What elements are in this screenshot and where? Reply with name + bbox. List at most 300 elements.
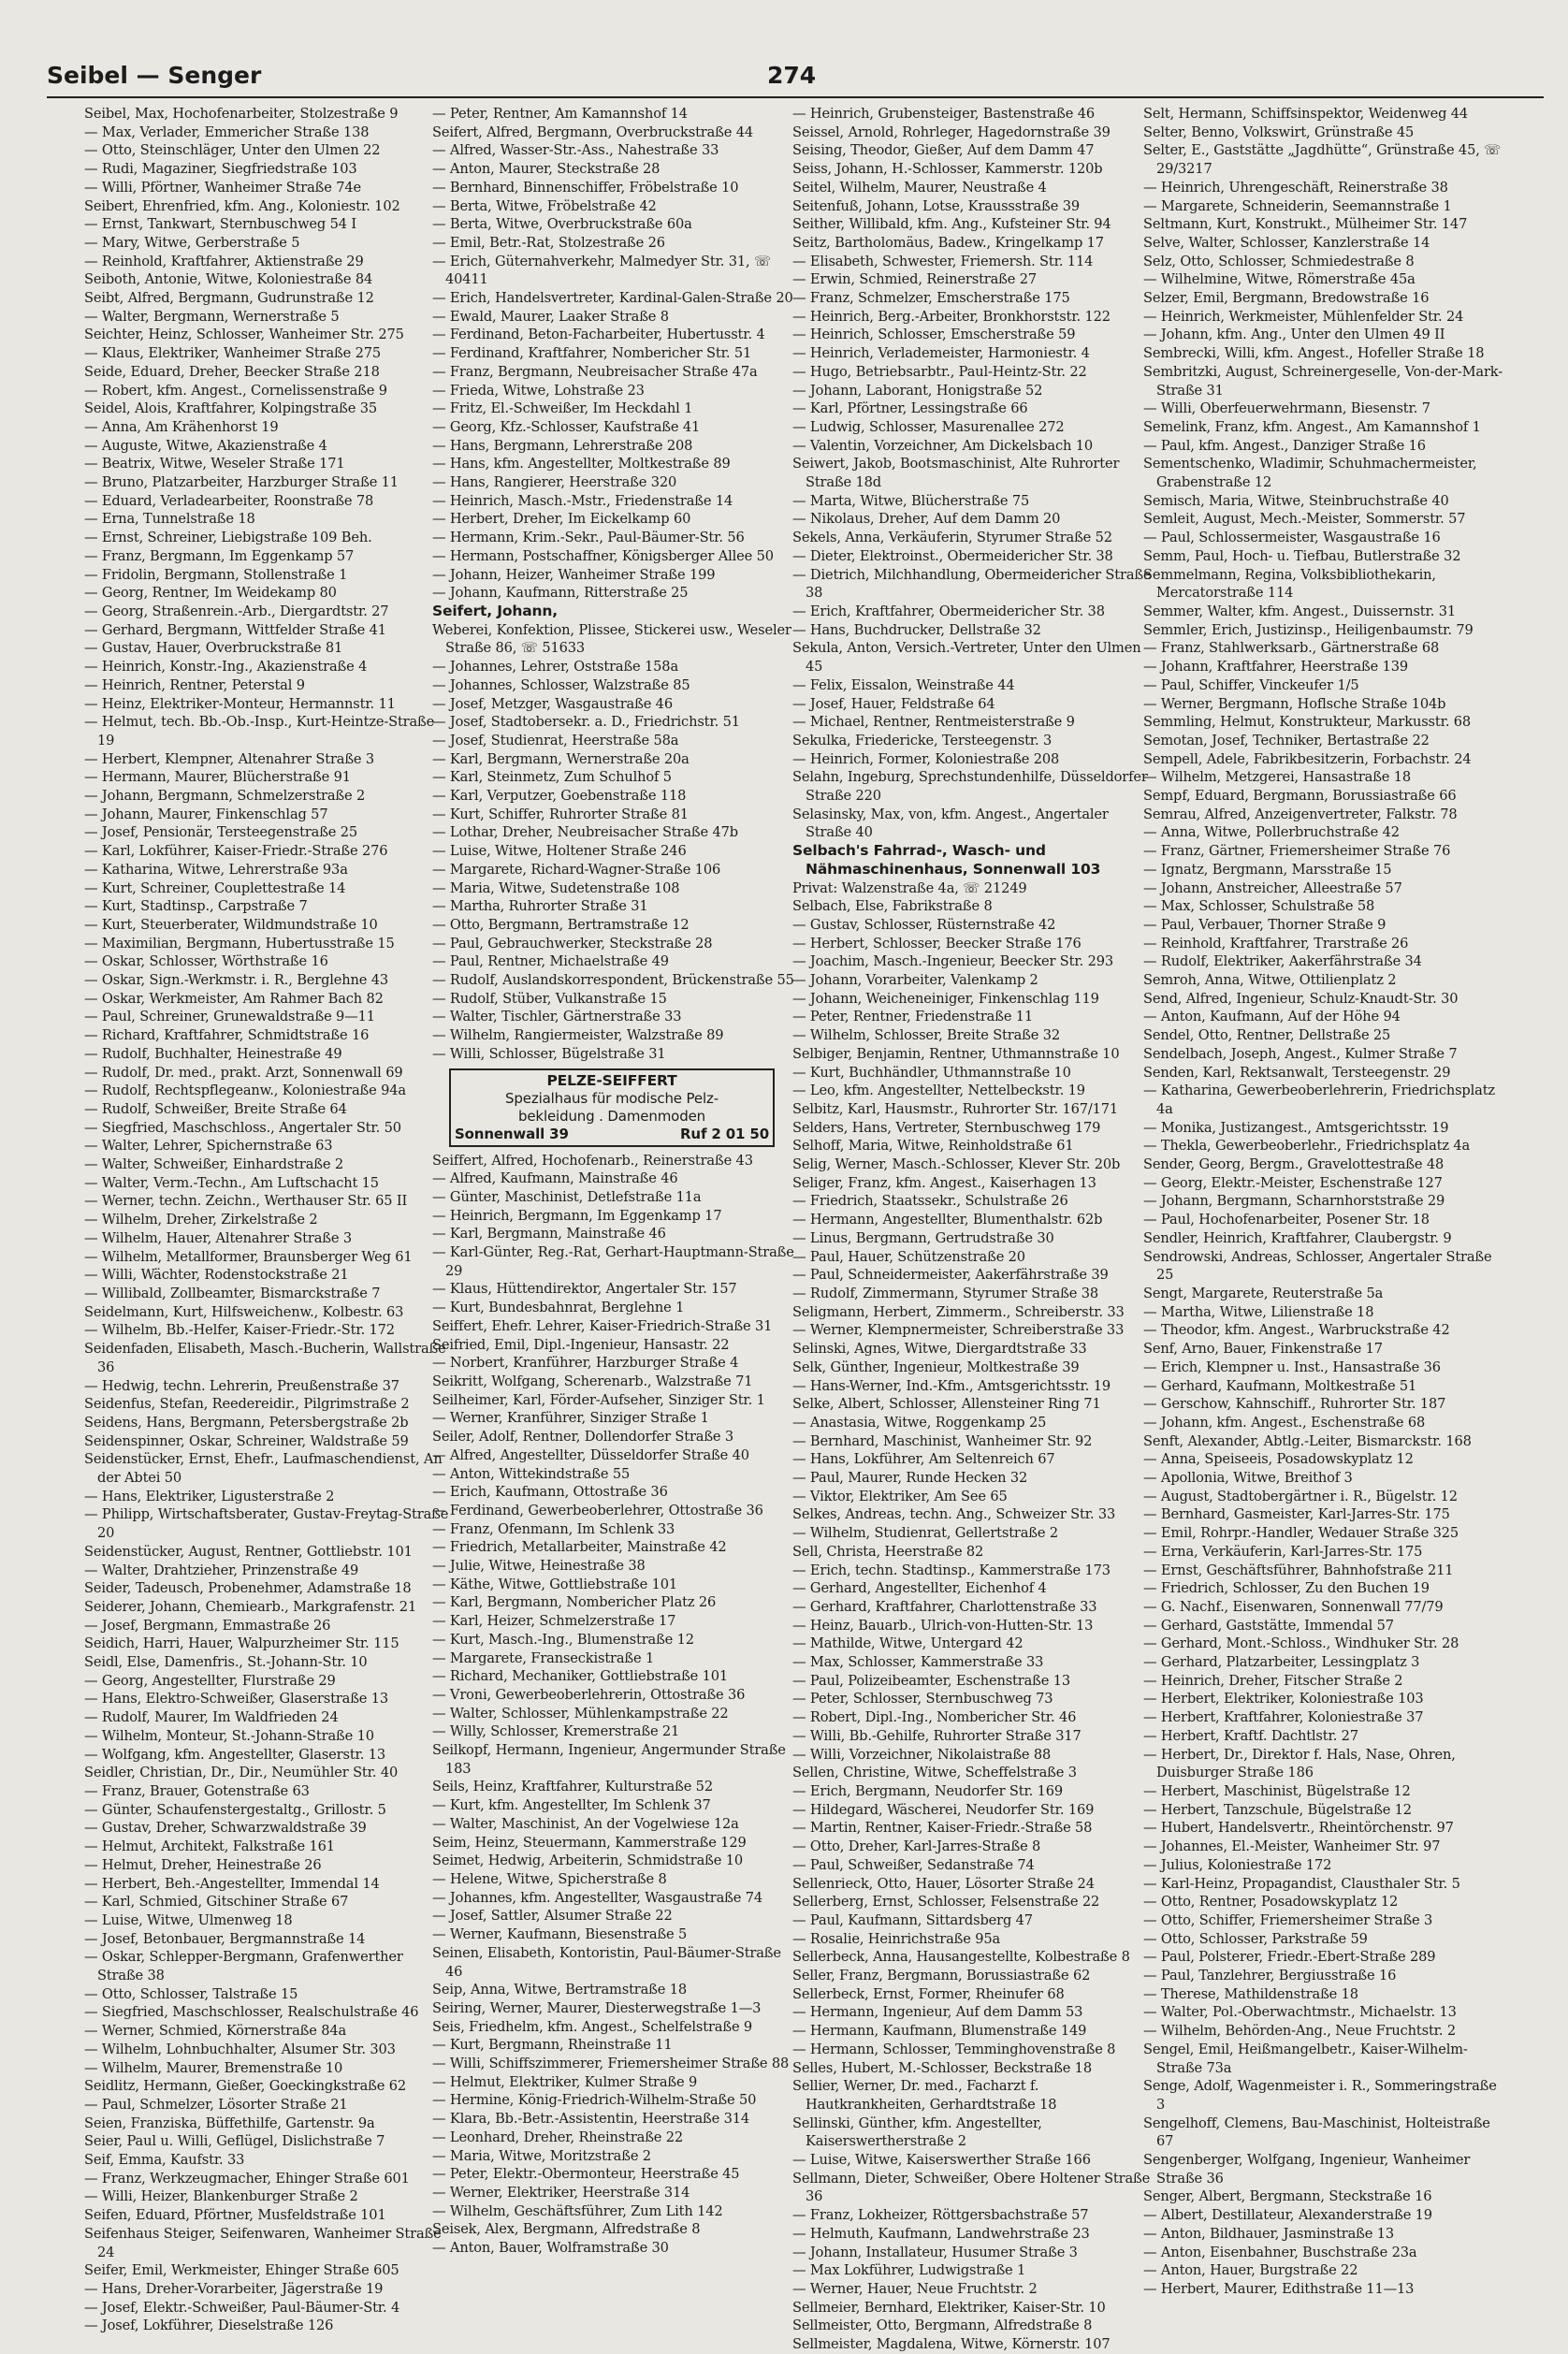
directory-entry: — Willi, Oberfeuerwehrmann, Biesenstr. 7 <box>1143 400 1430 417</box>
directory-entry: — Walter, Drahtzieher, Prinzenstraße 49 <box>84 1562 359 1578</box>
directory-entry: — Friedrich, Schlosser, Zu den Buchen 19 <box>1143 1580 1430 1597</box>
directory-entry: — Heinz, Bauarb., Ulrich-von-Hutten-Str. 13 <box>792 1617 1094 1634</box>
directory-entry: — Berta, Witwe, Overbruckstraße 60a <box>432 216 692 233</box>
directory-entry: — Werner, Elektriker, Heerstraße 314 <box>432 2184 690 2201</box>
directory-entry: — Josef, Studienrat, Heerstraße 58a <box>432 732 679 748</box>
directory-entry: Semotan, Josef, Techniker, Bertastraße 22 <box>1143 732 1430 748</box>
directory-entry: — Walter, Tischler, Gärtnerstraße 33 <box>432 1009 682 1025</box>
directory-entry: — Anna, Witwe, Pollerbruchstraße 42 <box>1143 824 1400 841</box>
directory-entry: Sellmeier, Bernhard, Elektriker, Kaiser-Str. 10 <box>792 2299 1106 2316</box>
directory-entry: — Kurt, Buchhändler, Uthmannstraße 10 <box>792 1064 1071 1081</box>
directory-entry: — Bruno, Platzarbeiter, Harzburger Straße 11 <box>84 474 399 491</box>
directory-entry: — Josef, Sattler, Alsumer Straße 22 <box>432 1908 673 1925</box>
directory-entry: — Hermann, Schlosser, Temminghovenstraße 8 <box>792 2041 1116 2057</box>
directory-entry: — Dietrich, Milchhandlung, Obermeidericher Straße 38 <box>792 566 1152 602</box>
directory-entry: — Maria, Witwe, Sudetenstraße 108 <box>432 879 680 896</box>
directory-entry: — Paul, Schneidermeister, Aakerfährstraße 39 <box>792 1267 1109 1284</box>
directory-entry: — Gerhard, Kraftfahrer, Charlottenstraße 33 <box>792 1598 1097 1615</box>
directory-entry: — Herbert, Schlosser, Beecker Straße 176 <box>792 935 1082 952</box>
directory-entry: Selz, Otto, Schlosser, Schmiedestraße 8 <box>1143 253 1415 269</box>
directory-entry: Sempf, Eduard, Bergmann, Borussiastraße 66 <box>1143 788 1457 805</box>
directory-entry: — Gerhard, Mont.-Schloss., Windhuker Str. 28 <box>1143 1635 1459 1652</box>
directory-entry: — Martha, Witwe, Lilienstraße 18 <box>1143 1303 1374 1320</box>
directory-entry: — Ferdinand, Beton-Facharbeiter, Hubertusstr. 4 <box>432 327 765 343</box>
directory-entry: — Günter, Maschinist, Detlefstraße 11a <box>432 1188 702 1205</box>
directory-entry: Sempell, Adele, Fabrikbesitzerin, Forbachstr. 24 <box>1143 750 1472 767</box>
directory-entry: — Rudolf, Buchhalter, Heinestraße 49 <box>84 1045 342 1062</box>
directory-entry: Seidenstücker, Ernst, Ehefr., Laufmaschendienst, An der Abtei 50 <box>84 1451 443 1487</box>
directory-entry: Seligmann, Herbert, Zimmerm., Schreiberstr. 33 <box>792 1303 1125 1320</box>
directory-entry: — Franz, Werkzeugmacher, Ehinger Straße 601 <box>84 2170 410 2187</box>
directory-entry: — Rosalie, Heinrichstraße 95a <box>792 1930 1001 1947</box>
directory-entry: — Heinrich, Werkmeister, Mühlenfelder Str. 24 <box>1143 308 1464 325</box>
directory-entry: — Herbert, Maurer, Edithstraße 11—13 <box>1143 2280 1415 2297</box>
directory-entry: — Käthe, Witwe, Gottliebstraße 101 <box>432 1576 677 1592</box>
directory-entry: — Paul, kfm. Angest., Danziger Straße 16 <box>1143 437 1426 454</box>
directory-entry: — Hans-Werner, Ind.-Kfm., Amtsgerichtsstr. 19 <box>792 1377 1111 1394</box>
directory-entry: — Luise, Witwe, Holtener Straße 246 <box>432 843 687 860</box>
directory-entry: — Robert, Dipl.-Ing., Nombericher Str. 46 <box>792 1709 1077 1726</box>
directory-entry: — Erich, Klempner u. Inst., Hansastraße 36 <box>1143 1359 1441 1375</box>
directory-entry: — Karl, Bergmann, Mainstraße 46 <box>432 1226 666 1242</box>
directory-entry: Seibt, Alfred, Bergmann, Gudrunstraße 12 <box>84 290 374 307</box>
directory-entry: — Herbert, Dr., Direktor f. Hals, Nase, Ohren, Duisburger Straße 186 <box>1143 1746 1456 1781</box>
directory-entry: — Oskar, Werkmeister, Am Rahmer Bach 82 <box>84 990 384 1007</box>
directory-entry: — Hubert, Handelsvertr., Rheintörchenstr. 97 <box>1143 1820 1454 1837</box>
directory-entry: — Rudolf, Maurer, Im Waldfrieden 24 <box>84 1709 339 1726</box>
directory-entry: — Paul, Schlossermeister, Wasgaustraße 16 <box>1143 530 1441 546</box>
directory-entry: Seinen, Elisabeth, Kontoristin, Paul-Bäumer-Straße 46 <box>432 1944 781 1980</box>
directory-entry: — Heinrich, Former, Koloniestraße 208 <box>792 750 1060 767</box>
directory-entry: — Gerhard, Kaufmann, Moltkestraße 51 <box>1143 1377 1417 1394</box>
directory-entry: — Valentin, Vorzeichner, Am Dickelsbach 10 <box>792 437 1093 454</box>
directory-entry: — Erich, Güternahverkehr, Malmedyer Str. 31, ☏ 40411 <box>432 253 772 288</box>
directory-entry: Seidich, Harri, Hauer, Walpurzheimer Str. 115 <box>84 1635 399 1652</box>
column-4 <box>1143 105 1508 2297</box>
directory-entry: — Felix, Eissalon, Weinstraße 44 <box>792 676 1015 693</box>
directory-entry: — Wilhelm, Rangiermeister, Walzstraße 89 <box>432 1027 724 1044</box>
directory-entry: — Gerhard, Bergmann, Wittfelder Straße 41 <box>84 621 386 638</box>
directory-entry: — Franz, Schmelzer, Emscherstraße 175 <box>792 290 1070 307</box>
directory-entry: Sellen, Christine, Witwe, Scheffelstraße 3 <box>792 1765 1077 1781</box>
directory-entry: — Hans, Elektriker, Ligusterstraße 2 <box>84 1488 335 1504</box>
directory-entry: — Wilhelm, Metallformer, Braunsberger Weg 61 <box>84 1248 413 1265</box>
directory-entry: — Nikolaus, Dreher, Auf dem Damm 20 <box>792 511 1061 528</box>
directory-entry: — Ernst, Schreiner, Liebigstraße 109 Beh. <box>84 530 372 546</box>
directory-entry: Seimet, Hedwig, Arbeiterin, Schmidstraße 10 <box>432 1853 743 1869</box>
directory-entry: — Karl-Günter, Reg.-Rat, Gerhart-Hauptmann-Straße 29 <box>432 1244 794 1279</box>
directory-entry: — Helmut, Dreher, Heinestraße 26 <box>84 1856 322 1873</box>
directory-entry: — Wilhelm, Maurer, Bremenstraße 10 <box>84 2059 343 2076</box>
directory-entry: — Richard, Mechaniker, Gottliebstraße 101 <box>432 1668 729 1685</box>
directory-entry: — Frieda, Witwe, Lohstraße 23 <box>432 382 645 399</box>
directory-entry: — Herbert, Kraftf. Dachtlstr. 27 <box>1143 1727 1358 1744</box>
directory-entry: Seifert, Alfred, Bergmann, Overbruckstraße 44 <box>432 124 754 140</box>
directory-entry: — Paul, Verbauer, Thorner Straße 9 <box>1143 916 1387 933</box>
directory-entry: — Kurt, Bergmann, Rheinstraße 11 <box>432 2037 673 2054</box>
directory-entry: — Hans, Dreher-Vorarbeiter, Jägerstraße 19 <box>84 2280 384 2297</box>
directory-entry: — Ignatz, Bergmann, Marsstraße 15 <box>1143 861 1392 878</box>
directory-entry: — Willi, Pförtner, Wanheimer Straße 74e <box>84 179 362 196</box>
directory-entry: Seiboth, Antonie, Witwe, Koloniestraße 84 <box>84 271 373 288</box>
directory-entry: Sellier, Werner, Dr. med., Facharzt f. Hautkrankheiten, Gerhardtstraße 18 <box>792 2078 1057 2113</box>
directory-entry: — Eduard, Verladearbeiter, Roonstraße 78 <box>84 492 374 509</box>
directory-entry: — Josef, Stadtobersekr. a. D., Friedrichstr. 51 <box>432 714 740 731</box>
directory-entry: — Josef, Pensionär, Tersteegenstraße 25 <box>84 824 358 841</box>
directory-entry: — Margarete, Schneiderin, Seemannstraße 1 <box>1143 197 1452 214</box>
directory-entry: — Johann, Heizer, Wanheimer Straße 199 <box>432 566 716 583</box>
directory-entry: — Rudolf, Auslandskorrespondent, Brückenstraße 55 <box>432 972 794 989</box>
directory-entry: Sengt, Margarete, Reuterstraße 5a <box>1143 1286 1384 1301</box>
directory-entry: Senge, Adolf, Wagenmeister i. R., Sommeringstraße 3 <box>1143 2078 1497 2113</box>
directory-entry: — Friedrich, Staatssekr., Schulstraße 26 <box>792 1193 1068 1210</box>
directory-entry: — Siegfried, Maschschlosser, Realschulstraße 46 <box>84 2004 419 2021</box>
directory-entry: — Luise, Witwe, Kaiserswerther Straße 166 <box>792 2152 1091 2169</box>
directory-entry: Senf, Arno, Bauer, Finkenstraße 17 <box>1143 1341 1383 1358</box>
ad-line: bekleidung . Damenmoden <box>517 1107 706 1125</box>
directory-entry: — Kurt, kfm. Angestellter, Im Schlenk 37 <box>432 1797 711 1814</box>
directory-entry: — Margarete, Richard-Wagner-Straße 106 <box>432 861 721 878</box>
directory-entry: Seilkopf, Hermann, Ingenieur, Angermunder Straße 183 <box>432 1742 786 1777</box>
directory-entry: — Rudolf, Zimmermann, Styrumer Straße 38 <box>792 1286 1098 1301</box>
directory-entry: — Paul, Tanzlehrer, Bergiusstraße 16 <box>1143 1968 1397 1984</box>
directory-entry: — Paul, Schmelzer, Lösorter Straße 21 <box>84 2096 348 2113</box>
directory-entry: Selbach, Else, Fabrikstraße 8 <box>792 898 993 915</box>
directory-entry: Seien, Franziska, Büffethilfe, Gartenstr. 9a <box>84 2114 375 2131</box>
directory-entry: Sembrecki, Willi, kfm. Angest., Hofeller Straße 18 <box>1143 345 1485 362</box>
directory-entry: — Herbert, Maschinist, Bügelstraße 12 <box>1143 1782 1411 1799</box>
directory-entry: Sekula, Anton, Versich.-Vertreter, Unter den Ulmen 45 <box>792 640 1141 676</box>
directory-entry: Selahn, Ingeburg, Sprechstundenhilfe, Düsseldorfer Straße 220 <box>792 769 1148 805</box>
directory-entry: — Karl, Schmied, Gitschiner Straße 67 <box>84 1894 349 1911</box>
directory-entry: Seis, Friedhelm, kfm. Angest., Schelfelstraße 9 <box>432 2018 753 2035</box>
directory-entry: — Georg, Kfz.-Schlosser, Kaufstraße 41 <box>432 418 701 435</box>
column-1 <box>84 105 449 2334</box>
directory-entry: Selders, Hans, Vertreter, Sternbuschweg 179 <box>792 1119 1101 1136</box>
directory-entry: — Franz, Bergmann, Im Eggenkamp 57 <box>84 547 355 564</box>
directory-entry: — Leonhard, Dreher, Rheinstraße 22 <box>432 2129 684 2145</box>
directory-entry: Seide, Eduard, Dreher, Beecker Straße 218 <box>84 363 380 380</box>
directory-entry: — Maximilian, Bergmann, Hubertusstraße 15 <box>84 935 395 952</box>
directory-entry: — Rudolf, Stüber, Vulkanstraße 15 <box>432 990 667 1007</box>
directory-entry: — Helmut, Elektriker, Kulmer Straße 9 <box>432 2073 698 2090</box>
directory-entry: Seier, Paul u. Willi, Geflügel, Dislichstraße 7 <box>84 2133 385 2150</box>
directory-entry: — Anton, Maurer, Steckstraße 28 <box>432 161 661 178</box>
directory-entry: — Karl-Heinz, Propagandist, Clausthaler Str. 5 <box>1143 1875 1460 1892</box>
directory-entry: — Erich, techn. Stadtinsp., Kammerstraße 173 <box>792 1562 1111 1578</box>
directory-entry: — Therese, Mathildenstraße 18 <box>1143 1985 1358 2002</box>
directory-entry: Seider, Tadeusch, Probenehmer, Adamstraße 18 <box>84 1580 412 1597</box>
directory-entry: — Viktor, Elektriker, Am See 65 <box>792 1488 1008 1504</box>
directory-entry: — Georg, Straßenrein.-Arb., Diergardtstr. 27 <box>84 603 389 619</box>
directory-entry: — Emil, Rohrpr.-Handler, Wedauer Straße 325 <box>1143 1525 1459 1542</box>
directory-entry: — Otto, Bergmann, Bertramstraße 12 <box>432 916 690 933</box>
directory-entry: Seising, Theodor, Gießer, Auf dem Damm 47 <box>792 142 1095 159</box>
directory-entry: — Johann, Weicheneiniger, Finkenschlag 119 <box>792 990 1099 1007</box>
directory-entry: — Walter, Maschinist, An der Vogelwiese 12a <box>432 1815 739 1832</box>
directory-entry: — Alfred, Kaufmann, Mainstraße 46 <box>432 1170 678 1187</box>
directory-entry: — Kurt, Schreiner, Couplettestraße 14 <box>84 879 346 896</box>
directory-entry: — Beatrix, Witwe, Weseler Straße 171 <box>84 456 345 472</box>
directory-entry: — Hermann, Postschaffner, Königsberger Allee 50 <box>432 547 774 564</box>
directory-entry: — Willi, Heizer, Blankenburger Straße 2 <box>84 2188 358 2205</box>
directory-entry: Sembritzki, August, Schreinergeselle, Von-der-Mark-Straße 31 <box>1143 363 1503 399</box>
directory-entry: — Lothar, Dreher, Neubreisacher Straße 47b <box>432 824 738 841</box>
directory-entry: Sengel, Emil, Heißmangelbetr., Kaiser-Wilhelm-Straße 73a <box>1143 2041 1468 2076</box>
directory-entry: Semisch, Maria, Witwe, Steinbruchstraße 40 <box>1143 492 1449 509</box>
directory-entry: — Kurt, Steuerberater, Wildmundstraße 10 <box>84 916 378 933</box>
directory-entry: — Johannes, Lehrer, Oststraße 158a <box>432 659 678 676</box>
directory-entry: — Otto, Dreher, Karl-Jarres-Straße 8 <box>792 1838 1041 1855</box>
directory-entry: — Paul, Rentner, Michaelstraße 49 <box>432 953 669 970</box>
directory-entry: — Hermann, Maurer, Blücherstraße 91 <box>84 769 351 786</box>
directory-entry: Semrau, Alfred, Anzeigenvertreter, Falkstr. 78 <box>1143 806 1458 822</box>
directory-entry: — Johann, kfm. Ang., Unter den Ulmen 49 II <box>1143 327 1445 343</box>
directory-entry: — Paul, Schiffer, Vinckeufer 1/5 <box>1143 676 1359 693</box>
directory-entry: — Anton, Kaufmann, Auf der Höhe 94 <box>1143 1009 1401 1025</box>
directory-entry: — Emil, Betr.-Rat, Stolzestraße 26 <box>432 234 665 251</box>
directory-entry: — Walter, Lehrer, Spichernstraße 63 <box>84 1138 333 1155</box>
directory-entry: — Heinrich, Grubensteiger, Bastenstraße 46 <box>792 106 1095 122</box>
directory-entry: — Katharina, Witwe, Lehrerstraße 93a <box>84 861 348 878</box>
directory-entry: Seidenfaden, Elisabeth, Masch.-Bucherin, Wallstraße 36 <box>84 1341 446 1375</box>
directory-entry: — Willi, Wächter, Rodenstockstraße 21 <box>84 1267 349 1284</box>
directory-entry: Sender, Georg, Bergm., Gravelottestraße 48 <box>1143 1156 1445 1173</box>
directory-entry: — Julie, Witwe, Heinestraße 38 <box>432 1558 646 1575</box>
directory-entry: — Joachim, Masch.-Ingenieur, Beecker Str. 293 <box>792 953 1113 970</box>
directory-entry: Sellerbeck, Ernst, Former, Rheinufer 68 <box>792 1985 1065 2002</box>
directory-entry: — Bernhard, Gasmeister, Karl-Jarres-Str. 175 <box>1143 1506 1450 1523</box>
directory-entry: — Walter, Schweißer, Einhardstraße 2 <box>84 1156 343 1173</box>
ad-line: Spezialhaus für modische Pelz- <box>505 1089 719 1107</box>
directory-entry: — Paul, Hochofenarbeiter, Posener Str. 18 <box>1143 1212 1430 1228</box>
directory-entry: Seifert, Johann, <box>432 602 559 619</box>
directory-entry: — Paul, Polizeibeamter, Eschenstraße 13 <box>792 1672 1070 1689</box>
directory-entry: — Alfred, Wasser-Str.-Ass., Nahestraße 33 <box>432 142 719 159</box>
directory-entry: — Hans, kfm. Angestellter, Moltkestraße 89 <box>432 456 731 472</box>
directory-entry: Semmler, Erich, Justizinsp., Heiligenbaumstr. 79 <box>1143 621 1474 638</box>
directory-entry: — Alfred, Angestellter, Düsseldorfer Straße 40 <box>432 1446 749 1463</box>
directory-entry: — Paul, Schweißer, Sedanstraße 74 <box>792 1856 1035 1873</box>
directory-entry: — Monika, Justizangest., Amtsgerichtsstr. 19 <box>1143 1119 1449 1136</box>
directory-entry: — Heinrich, Berg.-Arbeiter, Bronkhorststr. 122 <box>792 308 1111 325</box>
directory-entry: Sendelbach, Joseph, Angest., Kulmer Straße 7 <box>1143 1045 1458 1062</box>
directory-entry: — Franz, Gärtner, Friemersheimer Straße 76 <box>1143 843 1451 860</box>
directory-entry: — Werner, Schmied, Körnerstraße 84a <box>84 2023 347 2040</box>
directory-entry: Seissel, Arnold, Rohrleger, Hagedornstraße 39 <box>792 124 1111 140</box>
directory-entry: Seichter, Heinz, Schlosser, Wanheimer Str. 275 <box>84 327 404 343</box>
directory-entry: — Margarete, Franseckistraße 1 <box>432 1649 655 1666</box>
directory-entry: Sementschenko, Wladimir, Schuhmachermeister, Grabenstraße 12 <box>1143 456 1477 491</box>
directory-entry: — Philipp, Wirtschaftsberater, Gustav-Freytag-Straße 20 <box>84 1506 449 1542</box>
directory-entry: — Hugo, Betriebsarbtr., Paul-Heintz-Str. 22 <box>792 363 1087 380</box>
directory-entry: — Klara, Bb.-Betr.-Assistentin, Heerstraße 314 <box>432 2111 750 2128</box>
directory-entry: — Josef, Hauer, Feldstraße 64 <box>792 695 995 712</box>
directory-entry: — Ernst, Tankwart, Sternbuschweg 54 I <box>84 216 356 233</box>
directory-entry: Senger, Albert, Bergmann, Steckstraße 16 <box>1143 2188 1432 2205</box>
directory-entry: Seisek, Alex, Bergmann, Alfredstraße 8 <box>432 2221 701 2238</box>
directory-entry: — Ewald, Maurer, Laaker Straße 8 <box>432 308 669 325</box>
directory-entry: — Werner, Kaufmann, Biesenstraße 5 <box>432 1926 688 1943</box>
directory-entry: — Herbert, Elektriker, Koloniestraße 103 <box>1143 1691 1424 1707</box>
directory-entry: — Hedwig, techn. Lehrerin, Preußenstraße 37 <box>84 1377 399 1394</box>
directory-entry: Semmling, Helmut, Konstrukteur, Markusstr. 68 <box>1143 714 1472 731</box>
directory-entry: Seitz, Bartholomäus, Badew., Kringelkamp 17 <box>792 234 1104 251</box>
directory-entry: — Johann, Installateur, Husumer Straße 3 <box>792 2244 1078 2260</box>
directory-entry: — Franz, Lokheizer, Röttgersbachstraße 57 <box>792 2207 1089 2224</box>
directory-entry: — Helmut, tech. Bb.-Ob.-Insp., Kurt-Heintze-Straße 19 <box>84 714 435 748</box>
directory-entry: — Herbert, Tanzschule, Bügelstraße 12 <box>1143 1801 1412 1818</box>
directory-entry: Seif, Emma, Kaufstr. 33 <box>84 2152 245 2169</box>
directory-entry: Seiss, Johann, H.-Schlosser, Kammerstr. 120b <box>792 161 1103 178</box>
directory-entry: — Fritz, El.-Schweißer, Im Heckdahl 1 <box>432 400 693 417</box>
directory-entry: — Heinrich, Schlosser, Emscherstraße 59 <box>792 327 1076 343</box>
directory-entry: — Max, Verlader, Emmericher Straße 138 <box>84 124 370 140</box>
directory-entry: Selig, Werner, Masch.-Schlosser, Klever Str. 20b <box>792 1156 1121 1173</box>
directory-entry: — Johannes, kfm. Angestellter, Wasgaustraße 74 <box>432 1889 763 1906</box>
directory-entry: — Max, Schlosser, Schulstraße 58 <box>1143 898 1375 915</box>
directory-entry: — Otto, Schiffer, Friemersheimer Straße 3 <box>1143 1911 1433 1928</box>
column-2 <box>432 105 797 2257</box>
directory-entry: — Johannes, El.-Meister, Wanheimer Str. 97 <box>1143 1838 1441 1855</box>
directory-entry: Selke, Albert, Schlosser, Allensteiner Ring 71 <box>792 1396 1101 1413</box>
directory-entry: — Wilhelm, Bb.-Helfer, Kaiser-Friedr.-Str. 172 <box>84 1322 395 1339</box>
directory-entry: Sellinski, Günther, kfm. Angestellter, Kaiserswertherstraße 2 <box>792 2114 1042 2150</box>
directory-entry: — Franz, Bergmann, Neubreisacher Straße 47a <box>432 363 758 380</box>
directory-entry: Seiffert, Alfred, Hochofenarb., Reinerstraße 43 <box>432 1152 753 1169</box>
directory-entry: — Johann, Anstreicher, Alleestraße 57 <box>1143 879 1402 896</box>
directory-entry: Seidenspinner, Oskar, Schreiner, Waldstraße 59 <box>84 1432 409 1449</box>
directory-entry: — Anton, Bauer, Wolframstraße 30 <box>432 2240 669 2257</box>
directory-entry: — Paul, Hauer, Schützenstraße 20 <box>792 1248 1025 1265</box>
directory-entry: Seidlitz, Hermann, Gießer, Goeckingkstraße 62 <box>84 2078 406 2095</box>
directory-entry: Seifried, Emil, Dipl.-Ingenieur, Hansastr. 22 <box>432 1336 730 1353</box>
directory-entry: — Josef, Bergmann, Emmastraße 26 <box>84 1617 331 1634</box>
directory-entry: Seikritt, Wolfgang, Scherenarb., Walzstraße 71 <box>432 1373 753 1389</box>
directory-entry: — Otto, Schlosser, Talstraße 15 <box>84 1985 298 2002</box>
directory-entry: Selt, Hermann, Schiffsinspektor, Weidenweg 44 <box>1143 106 1469 122</box>
directory-entry: Selles, Hubert, M.-Schlosser, Beckstraße 18 <box>792 2059 1092 2076</box>
directory-entry: — Heinrich, Bergmann, Im Eggenkamp 17 <box>432 1207 722 1224</box>
directory-entry: — Josef, Elektr.-Schweißer, Paul-Bäumer-Str. 4 <box>84 2299 400 2316</box>
directory-entry: — Johann, Kraftfahrer, Heerstraße 139 <box>1143 659 1408 676</box>
directory-entry: Sellmann, Dieter, Schweißer, Obere Holtener Straße 36 <box>792 2170 1151 2205</box>
header-rule <box>47 96 1544 98</box>
directory-entry: — Bernhard, Maschinist, Wanheimer Str. 92 <box>792 1432 1093 1449</box>
directory-entry: Sekels, Anna, Verkäuferin, Styrumer Straße 52 <box>792 530 1112 546</box>
directory-entry: — Norbert, Kranführer, Harzburger Straße 4 <box>432 1355 739 1372</box>
directory-entry: — Julius, Koloniestraße 172 <box>1143 1856 1332 1873</box>
directory-entry: Sellerberg, Ernst, Schlosser, Felsenstraße 22 <box>792 1894 1100 1911</box>
directory-entry: — Wilhelm, Studienrat, Gellertstraße 2 <box>792 1525 1059 1542</box>
directory-entry: Seilheimer, Karl, Förder-Aufseher, Sinziger Str. 1 <box>432 1391 765 1408</box>
directory-entry: — Johann, Vorarbeiter, Valenkamp 2 <box>792 972 1038 989</box>
directory-entry: — Wolfgang, kfm. Angestellter, Glaserstr. 13 <box>84 1746 386 1763</box>
directory-entry: Seiler, Adolf, Rentner, Dollendorfer Straße 3 <box>432 1429 734 1446</box>
directory-entry: — Berta, Witwe, Fröbelstraße 42 <box>432 197 657 214</box>
directory-entry: — Hans, Rangierer, Heerstraße 320 <box>432 474 677 491</box>
directory-entry: — Paul, Polsterer, Friedr.-Ebert-Straße 289 <box>1143 1949 1436 1966</box>
directory-entry: — Leo, kfm. Angestellter, Nettelbeckstr. 19 <box>792 1083 1085 1099</box>
directory-entry: — Johann, Bergmann, Schmelzerstraße 2 <box>84 788 366 805</box>
directory-entry: — Willibald, Zollbeamter, Bismarckstraße 7 <box>84 1286 381 1301</box>
directory-entry: Seidl, Else, Damenfris., St.-Johann-Str. 10 <box>84 1654 368 1671</box>
directory-entry: — Hildegard, Wäscherei, Neudorfer Str. 169 <box>792 1801 1095 1818</box>
directory-entry: — Günter, Schaufenstergestaltg., Grillostr. 5 <box>84 1801 386 1818</box>
directory-entry: — Wilhelm, Dreher, Zirkelstraße 2 <box>84 1212 318 1228</box>
directory-entry: Sellmeister, Otto, Bergmann, Alfredstraße 8 <box>792 2318 1093 2334</box>
running-head: Seibel — Senger <box>47 62 262 89</box>
directory-entry: — Willi, Vorzeichner, Nikolaistraße 88 <box>792 1746 1052 1763</box>
directory-entry: — Robert, kfm. Angest., Cornelissenstraße 9 <box>84 382 387 399</box>
directory-entry: — Anton, Wittekindstraße 55 <box>432 1465 631 1482</box>
directory-entry: — Georg, Elektr.-Meister, Eschenstraße 127 <box>1143 1174 1443 1191</box>
directory-entry: — Gustav, Schlosser, Rüsternstraße 42 <box>792 916 1056 933</box>
directory-entry: — Heinrich, Konstr.-Ing., Akazienstraße 4 <box>84 659 368 676</box>
directory-entry: — Johann, kfm. Angest., Eschenstraße 68 <box>1143 1414 1426 1431</box>
directory-entry: — Georg, Rentner, Im Weidekamp 80 <box>84 585 337 602</box>
directory-entry: — Franz, Stahlwerksarb., Gärtnerstraße 68 <box>1143 640 1440 657</box>
directory-entry: Seils, Heinz, Kraftfahrer, Kulturstraße 52 <box>432 1779 713 1795</box>
directory-entry: Selkes, Andreas, techn. Ang., Schweizer Str. 33 <box>792 1506 1116 1523</box>
directory-entry: Sengenberger, Wolfgang, Ingenieur, Wanheimer Straße 36 <box>1143 2152 1471 2187</box>
directory-entry: — Karl, Pförtner, Lessingstraße 66 <box>792 400 1028 417</box>
directory-entry: Seitel, Wilhelm, Maurer, Neustraße 4 <box>792 179 1047 196</box>
directory-entry: — Theodor, kfm. Angest., Warbruckstraße 42 <box>1143 1322 1450 1339</box>
directory-entry: Selasinsky, Max, von, kfm. Angest., Angertaler Straße 40 <box>792 806 1109 841</box>
directory-entry: — Kurt, Schiffer, Ruhrorter Straße 81 <box>432 806 689 822</box>
directory-entry: — Johannes, Schlosser, Walzstraße 85 <box>432 676 690 693</box>
directory-entry: Sell, Christa, Heerstraße 82 <box>792 1543 984 1560</box>
directory-entry: — Franz, Ofenmann, Im Schlenk 33 <box>432 1520 675 1537</box>
directory-entry: — Bernhard, Binnenschiffer, Fröbelstraße 10 <box>432 179 739 196</box>
directory-entry: — Gerhard, Angestellter, Eichenhof 4 <box>792 1580 1047 1597</box>
directory-entry: Seliger, Franz, kfm. Angest., Kaiserhagen 13 <box>792 1174 1096 1191</box>
directory-entry: Seitenfuß, Johann, Lotse, Kraussstraße 39 <box>792 197 1081 214</box>
directory-entry: — Maria, Witwe, Moritzstraße 2 <box>432 2147 651 2164</box>
directory-entry: — Martha, Ruhrorter Straße 31 <box>432 898 648 915</box>
directory-entry: — Peter, Rentner, Friedenstraße 11 <box>792 1009 1034 1025</box>
directory-entry: Selbiger, Benjamin, Rentner, Uthmannstraße 10 <box>792 1045 1120 1062</box>
directory-entry: — Karl, Bergmann, Wernerstraße 20a <box>432 750 690 767</box>
directory-entry: — Herbert, Dreher, Im Eickelkamp 60 <box>432 511 691 528</box>
directory-entry: — Anton, Hauer, Burgstraße 22 <box>1143 2262 1358 2279</box>
directory-entry: Sellenrieck, Otto, Hauer, Lösorter Straße 24 <box>792 1875 1095 1892</box>
directory-entry: — Willi, Schlosser, Bügelstraße 31 <box>432 1045 666 1062</box>
directory-entry: — Hermann, Krim.-Sekr., Paul-Bäumer-Str. 56 <box>432 530 745 546</box>
directory-entry: Sendrowski, Andreas, Schlosser, Angertaler Straße 25 <box>1143 1248 1492 1284</box>
directory-entry: — Karl, Heizer, Schmelzerstraße 17 <box>432 1613 676 1630</box>
directory-entry: — Apollonia, Witwe, Breithof 3 <box>1143 1470 1353 1487</box>
directory-entry: — Willi, Schiffszimmerer, Friemersheimer Straße 88 <box>432 2056 790 2072</box>
directory-entry: — Thekla, Gewerbeoberlehr., Friedrichsplatz 4a <box>1143 1138 1471 1155</box>
directory-entry: Seidenfus, Stefan, Reedereidir., Pilgrimstraße 2 <box>84 1396 410 1413</box>
directory-entry: — Friedrich, Metallarbeiter, Mainstraße 42 <box>432 1539 727 1556</box>
directory-entry: — Johann, Maurer, Finkenschlag 57 <box>84 806 328 822</box>
directory-entry: — Werner, techn. Zeichn., Werthauser Str. 65 II <box>84 1193 408 1210</box>
directory-entry: Selter, Benno, Volkswirt, Grünstraße 45 <box>1143 124 1415 140</box>
directory-entry: — Werner, Bergmann, Hoflsche Straße 104b <box>1143 695 1446 712</box>
directory-entry: — Johann, Kaufmann, Ritterstraße 25 <box>432 585 689 602</box>
directory-entry: Seidel, Alois, Kraftfahrer, Kolpingstraße 35 <box>84 400 378 417</box>
directory-entry: — Karl, Bergmann, Nombericher Platz 26 <box>432 1594 717 1611</box>
directory-entry: — Helene, Witwe, Spicherstraße 8 <box>432 1870 667 1887</box>
directory-entry: — Hermine, König-Friedrich-Wilhelm-Straße 50 <box>432 2092 757 2109</box>
directory-entry: Seidelmann, Kurt, Hilfsweichenw., Kolbestr. 63 <box>84 1303 404 1320</box>
directory-entry: — Erich, Handelsvertreter, Kardinal-Galen-Straße 20 <box>432 290 793 307</box>
directory-entry: Semleit, August, Mech.-Meister, Sommerstr. 57 <box>1143 511 1466 528</box>
directory-entry: — Reinhold, Kraftfahrer, Aktienstraße 29 <box>84 253 364 269</box>
